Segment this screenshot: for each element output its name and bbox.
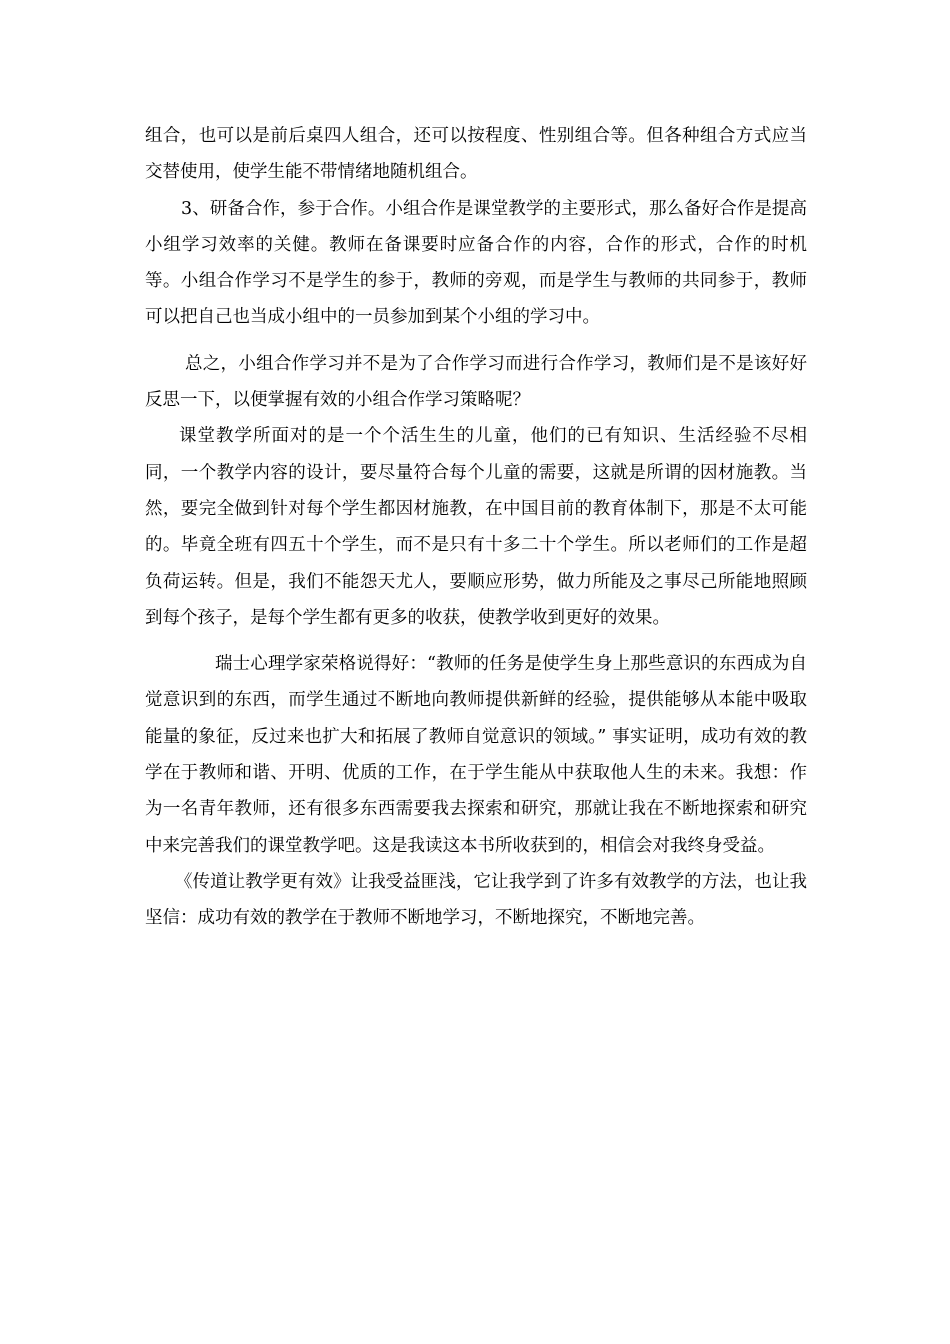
- paragraph-prepare-cooperation: 3、研备合作，参于合作。小组合作是课堂教学的主要形式，那么备好合作是提高小组学习效率的关健。教师在备课要时应备合作的内容，合作的形式，合作的时机等。小组合作学习不是学生的参于，教师的旁观，而是学生与教师的共同参于，教师可以把自己也当成小组中的一员参加到某个小组的学习中。: [145, 198, 807, 328]
- paragraph-jung-quote: 瑞士心理学家荣格说得好：“教师的任务是使学生身上那些意识的东西成为自觉意识到的东西，而学生通过不断地向教师提供新鲜的经验，提供能够从本能中吸取能量的象征，反过来也扩大和拓展了教师自觉意识的领域。” 事实证明，成功有效的教学在于教师和谐、开明、优质的工作，在于学生能从中获取他人生的未来。我想：作为一名青年教师，还有很多东西需要我去探索和研究，那就让我在不断地探索和研究中来完善我们的课堂教学吧。这是我读这本书所收获到的，相信会对我终身受益。: [145, 654, 807, 856]
- paragraph-summary: 总之，小组合作学习并不是为了合作学习而进行合作学习，教师们是不是该好好反思一下，以便掌握有效的小组合作学习策略呢？: [145, 353, 807, 411]
- document-body: [145, 118, 807, 937]
- paragraph-individualized-teaching: 课堂教学所面对的是一个个活生生的儿童，他们的已有知识、生活经验不尽相同，一个教学内容的设计，要尽量符合每个儿童的需要，这就是所谓的因材施教。当然，要完全做到针对每个学生都因材施教，在中国目前的教育体制下，那是不太可能的。毕竟全班有四五十个学生，而不是只有十多二十个学生。所以老师们的工作是超负荷运转。但是，我们不能怨天尤人，要顺应形势，做力所能及之事尽己所能地照顾到每个孩子，是每个学生都有更多的收获，使教学收到更好的效果。: [145, 426, 807, 628]
- paragraph-grouping-methods: 组合，也可以是前后桌四人组合，还可以按程度、性别组合等。但各种组合方式应当交替使用，使学生能不带情绪地随机组合。: [145, 126, 807, 183]
- paragraph-conclusion: 《传道让教学更有效》让我受益匪浅，它让我学到了许多有效教学的方法，也让我坚信：成功有效的教学在于教师不断地学习，不断地探究，不断地完善。: [145, 871, 807, 929]
